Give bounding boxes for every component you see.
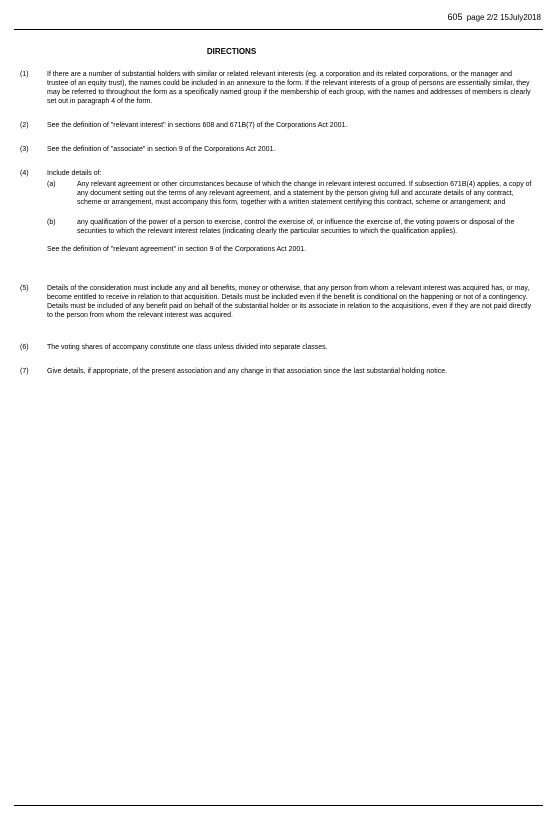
item-text: The voting shares of accompany constitute one class unless divided into separate classes. [47,344,328,351]
item-text: If there are a number of substantial holders with similar or related relevant interests (eg. a corporation and its related corporations, or the manager and trustee of an equity trust), the names could be included in an annexure to the form. If the relevant interests of a group of persons are essentially similar, they may be referred to throughout the form as a specifically named group if the membership of each group, with the names and addresses of members is clearly set out in paragraph 4 of the form. [47,71,531,105]
sub-item-a [47,180,535,207]
sub-item-b [47,218,535,236]
direction-item-6 [20,343,535,352]
item-number: (4) [20,170,29,177]
page-header [447,12,541,22]
sub-item-text: Any relevant agreement or other circumstances because of which the change in relevant interest occurred. If subsection 671B(4) applies, a copy of any document setting out the terms of any relevant agreement, and a statement by the person giving full and accurate details of any contract, scheme or arrangement, must accompany this form, together with a written statement certifying this contract, scheme or arrangement; and [77,181,532,206]
bottom-rule [14,805,543,806]
item-text: Details of the consideration must include any and all benefits, money or otherwise, that any person from whom a relevant interest was acquired has, or may, become entitled to receive in relation to that acquisition. Details must be included even if the benefit is conditional on the happening or not of a contingency. Details must be included of any benefit paid on behalf of the substantial holder or its associate in relation to the acquisitions, even if they are not paid directly to the person from whom the relevant interest was acquired. [47,285,532,319]
item-number: (5) [20,285,29,292]
item-number: (3) [20,146,29,153]
page-title: DIRECTIONS [206,47,257,56]
item-intro: Include details of: [47,170,102,177]
form-date: 15July2018 [500,13,541,22]
item-outro: See the definition of "relevant agreement" in section 9 of the Corporations Act 2001. [47,246,307,253]
sub-item-letter: (b) [47,219,56,226]
direction-item-4 [20,169,535,254]
item-number: (6) [20,344,29,351]
item-number: (1) [20,71,29,78]
item-number: (7) [20,368,29,375]
sub-item-text: any qualification of the power of a person to exercise, control the exercise of, or influence the exercise of, the voting powers or disposal of the securities to which the relevant interest relates (indicating clearly the particular securities to which the qualification applies). [77,219,515,235]
direction-item-7 [20,367,535,376]
item-text: See the definition of "associate" in section 9 of the Corporations Act 2001. [47,146,276,153]
direction-item-3 [20,145,535,154]
item-text: Give details, if appropriate, of the present association and any change in that association since the last substantial holding notice. [47,368,448,375]
direction-item-2 [20,121,535,130]
item-number: (2) [20,122,29,129]
direction-item-5 [20,284,535,320]
form-number: 605 [447,12,463,22]
sub-item-letter: (a) [47,181,56,188]
direction-item-1 [20,70,535,106]
page-info: page 2/2 [466,13,498,22]
item-text: See the definition of "relevant interest" in sections 608 and 671B(7) of the Corporations Act 2001. [47,122,348,129]
top-rule [14,29,543,30]
